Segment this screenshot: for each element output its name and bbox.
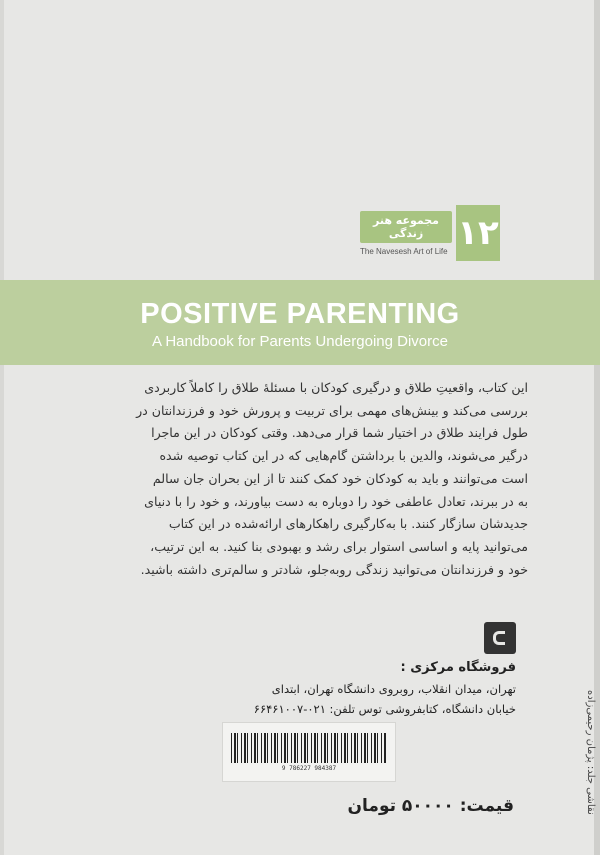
publisher-logo-icon xyxy=(484,622,516,654)
series-name-english: The Navesesh Art of Life xyxy=(360,246,448,256)
store-info xyxy=(176,660,516,719)
blurb-line: بررسی می‌کند و بینش‌های مهمی برای تربیت و پرورش خود و فرزندانتان در xyxy=(136,402,528,418)
cover-left-edge xyxy=(0,0,4,855)
series-name-persian: مجموعه هنر زندگی xyxy=(360,211,452,243)
series-info xyxy=(356,205,456,261)
book-title: POSITIVE PARENTING xyxy=(140,298,460,330)
blurb-line: است می‌توانند و باید به کودکان خود کمک کنند تا از این بحران جان سالم xyxy=(152,470,528,486)
blurb-line: به در ببرند، تعادل عاطفی خود را دوباره به دست بیاورند، و خود را با دنیای xyxy=(144,493,528,509)
blurb-text xyxy=(72,377,528,581)
cover-illustration-credit: نقاشی جلد: پژمان رحیمی‌زاده xyxy=(585,690,596,815)
series-badge xyxy=(356,205,500,261)
barcode-digits: 9 786227 984387 xyxy=(281,765,337,772)
store-address: تهران، میدان انقلاب، روبروی دانشگاه تهران، ابتدای xyxy=(271,682,516,696)
blurb-line: طول فرایند طلاق در اختیار شما قرار می‌دهد. وقتی کودکان در این ماجرا xyxy=(151,425,528,441)
series-number: ۱۲ xyxy=(456,205,500,261)
store-address-phone: خیابان دانشگاه، کتابفروشی توس تلفن: ۰۲۱-۶۶۴۶۱۰۰۷ xyxy=(253,702,516,716)
blurb-line: این کتاب، واقعیتِ طلاق و درگیری کودکان با مسئلهٔ طلاق را کاملاً کاربردی xyxy=(144,380,528,395)
blurb-line: خود و فرزندانتان می‌توانید زندگی روبه‌جلو، شادتر و سالم‌تری داشته باشید. xyxy=(140,561,528,577)
barcode-bars xyxy=(231,733,387,763)
blurb-line: می‌توانید پایه و اساسی استوار برای رشد و بهبودی بنا کنید. به این ترتیب، xyxy=(150,538,528,554)
price-label: قیمت: ۵۰۰۰۰ تومان xyxy=(347,796,514,816)
barcode xyxy=(222,722,396,782)
book-subtitle: A Handbook for Parents Undergoing Divorce xyxy=(151,333,448,350)
store-heading: فروشگاه مرکزی : xyxy=(400,660,516,675)
blurb-line: جدیدشان سازگار کنند. با به‌کارگیری راهکارهای ارائه‌شده در این کتاب xyxy=(168,516,528,532)
blurb-line: درگیر می‌شوند، والدین با برداشتن گام‌هایی که در این کتاب توصیه شده xyxy=(159,448,528,464)
title-band xyxy=(0,280,600,365)
